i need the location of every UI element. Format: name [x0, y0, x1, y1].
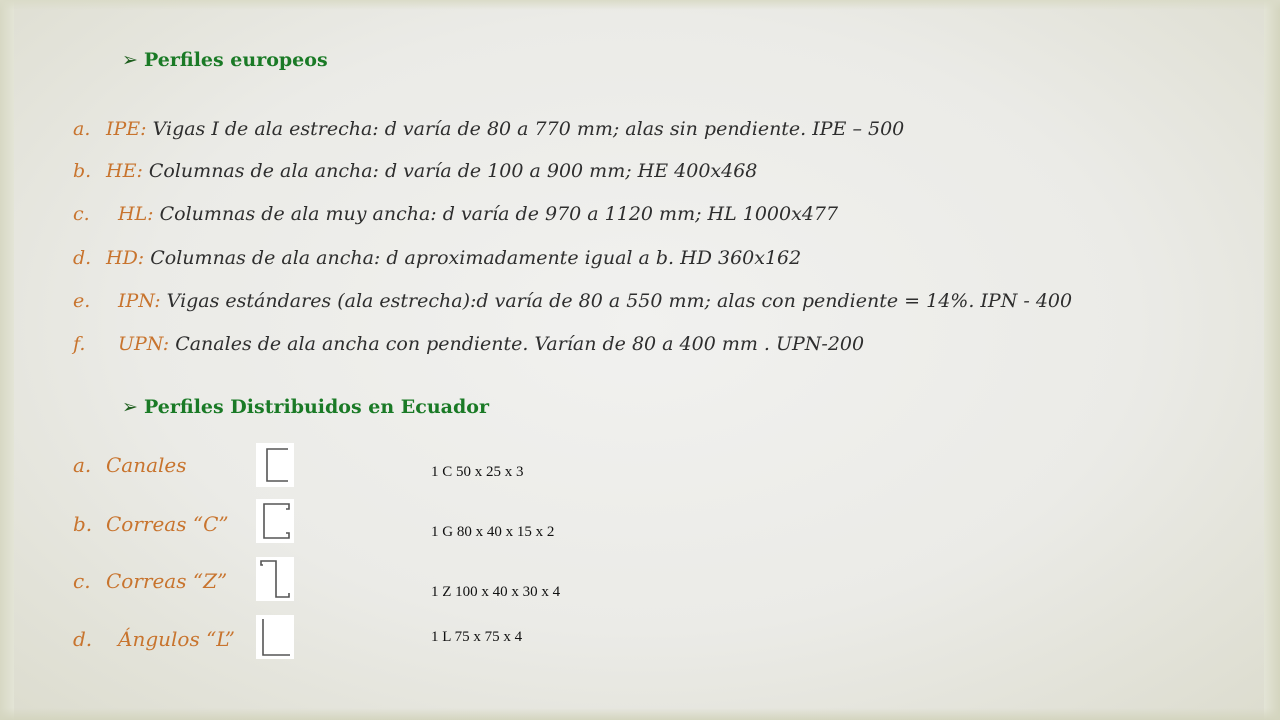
profile-item-correas-z	[73, 569, 227, 593]
profile-label: Ángulos “L”	[118, 627, 236, 651]
slide-frame-left	[0, 0, 14, 720]
profile-spec-angulo-l: 1 L 75 x 75 x 4	[431, 629, 523, 645]
profile-spec-correa-z: 1 Z 100 x 40 x 30 x 4	[431, 584, 561, 600]
profile-description: Canales de ala ancha con pendiente. Varían de 80 a 400 mm . UPN-200	[169, 333, 865, 355]
l-angle-profile-icon	[256, 615, 294, 659]
list-letter: a.	[73, 118, 91, 140]
profile-label: Canales	[106, 453, 187, 477]
slide-frame-right	[1264, 0, 1280, 720]
profile-item-canales	[73, 453, 187, 477]
slide-frame-top	[0, 0, 1280, 10]
list-letter: f.	[73, 333, 86, 355]
profile-code: HL:	[118, 203, 154, 225]
profile-code: HD:	[106, 247, 145, 269]
list-letter: b.	[73, 160, 92, 182]
profile-label: Correas “Z”	[106, 569, 228, 593]
list-item-ipe	[73, 118, 904, 140]
list-item-ipn	[73, 290, 1072, 312]
list-letter: d.	[73, 627, 93, 651]
profile-spec-canal: 1 C 50 x 25 x 3	[431, 464, 524, 480]
list-item-upn	[73, 333, 864, 355]
section-heading-perfiles-ecuador	[122, 396, 489, 418]
arrow-bullet-icon: ➢	[122, 49, 138, 71]
section-heading-perfiles-europeos	[122, 49, 328, 71]
list-letter: e.	[73, 290, 91, 312]
c-purlin-profile-icon	[256, 499, 294, 543]
profile-description: Vigas I de ala estrecha: d varía de 80 a 770 mm; alas sin pendiente. IPE – 500	[146, 118, 905, 140]
profile-code: HE:	[106, 160, 143, 182]
list-letter: d.	[73, 247, 92, 269]
c-channel-profile-icon	[256, 443, 294, 487]
list-letter: c.	[73, 203, 90, 225]
profile-code: IPN:	[118, 290, 161, 312]
profile-label: Correas “C”	[106, 512, 229, 536]
profile-item-angulos-l	[73, 627, 235, 651]
list-letter: c.	[73, 569, 91, 593]
profile-code: IPE:	[106, 118, 147, 140]
arrow-bullet-icon: ➢	[122, 396, 138, 418]
list-item-hd	[73, 247, 801, 269]
profile-description: Vigas estándares (ala estrecha):d varía de 80 a 550 mm; alas con pendiente = 14%. IPN - 400	[160, 290, 1073, 312]
profile-description: Columnas de ala muy ancha: d varía de 970 a 1120 mm; HL 1000x477	[153, 203, 839, 225]
section-heading-text: Perfiles europeos	[144, 49, 328, 71]
slide-frame-bottom	[0, 708, 1280, 720]
profile-code: UPN:	[118, 333, 170, 355]
section-heading-text: Perfiles Distribuidos en Ecuador	[144, 396, 489, 418]
profile-item-correas-c	[73, 512, 229, 536]
z-purlin-profile-icon	[256, 557, 294, 601]
profile-spec-correa-c: 1 G 80 x 40 x 15 x 2	[431, 524, 555, 540]
list-letter: a.	[73, 453, 92, 477]
list-item-hl	[73, 203, 838, 225]
profile-description: Columnas de ala ancha: d aproximadamente igual a b. HD 360x162	[144, 247, 802, 269]
list-item-he	[73, 160, 757, 182]
list-letter: b.	[73, 512, 93, 536]
profile-description: Columnas de ala ancha: d varía de 100 a 900 mm; HE 400x468	[142, 160, 758, 182]
